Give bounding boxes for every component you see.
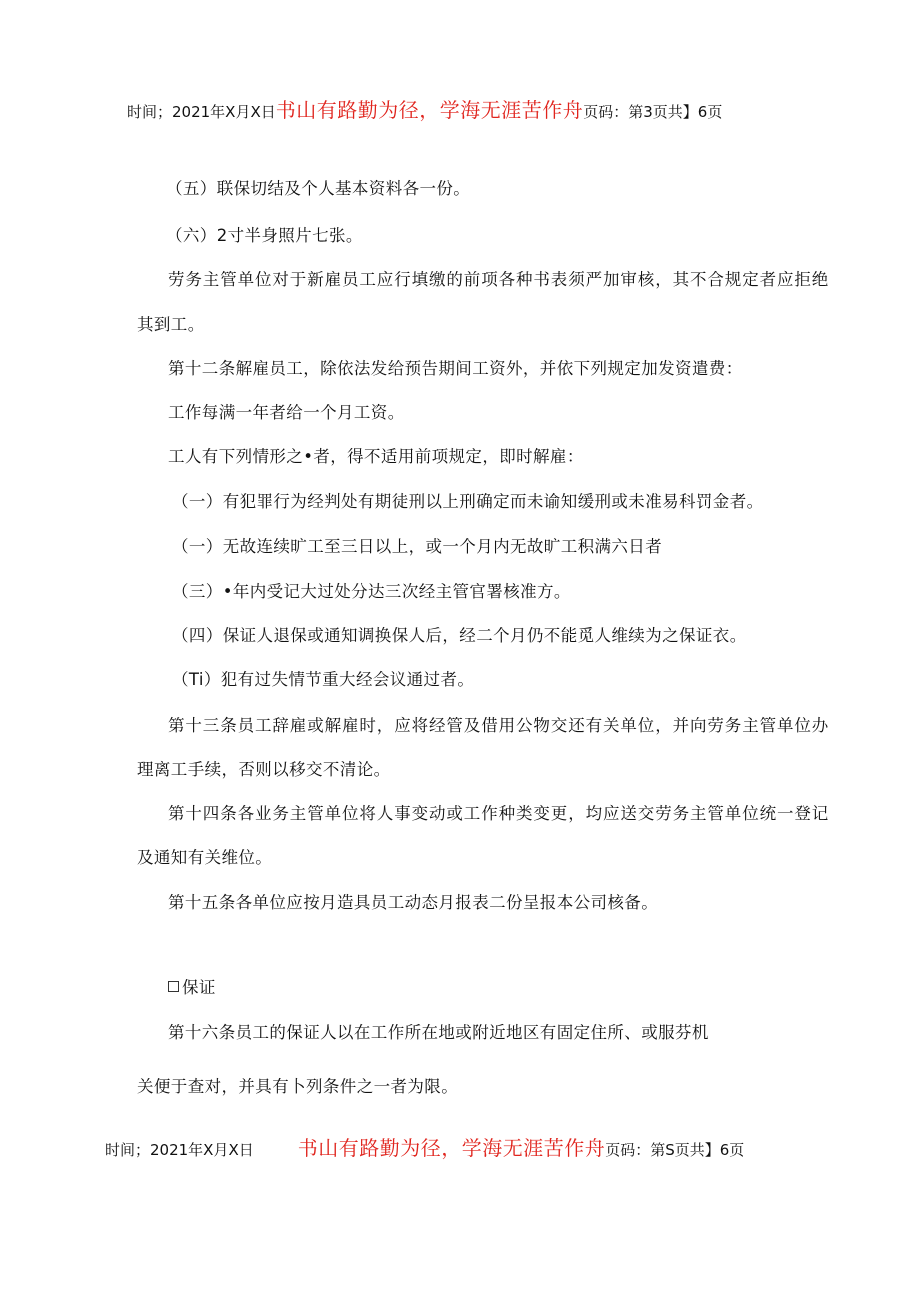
- bottom-header-page-number: 页码：第S页共】6页: [605, 1141, 745, 1159]
- body-line: （四）保证人退保或通知调换保人后，经二个月仍不能觅人维续为之保证衣。: [172, 626, 747, 645]
- body-line: （五）联保切结及个人基本资料各一份。: [166, 179, 471, 198]
- body-line: 第十六条员工的保证人以在工作所在地或附近地区有固定住所、或服芬机: [168, 1023, 709, 1042]
- square-bullet-icon: [168, 981, 179, 992]
- body-line: 及通知有关维位。: [137, 848, 273, 867]
- body-line: 工作每满一年者给一个月工资。: [168, 403, 405, 422]
- bottom-header: [105, 1137, 744, 1161]
- body-line: （Ti）犯有过失情节重大经会议通过者。: [172, 670, 475, 689]
- section-heading-label: 保证: [182, 978, 216, 997]
- bottom-header-date: 时间；2021年X月X日: [105, 1141, 254, 1159]
- body-line: （三）•年内受记大过处分达三次经主管官署核准方。: [172, 582, 571, 601]
- section-heading: [168, 976, 216, 1000]
- top-header-motto: 书山有路勤为径，学海无涯苦作舟: [275, 98, 584, 122]
- body-line: （一）有犯罪行为经判处有期徒刑以上刑确定而未谕知缓刑或未准易科罚金者。: [172, 492, 764, 511]
- body-line: （一）无故连续旷工至三日以上，或一个月内无故旷工积满六日者: [172, 537, 663, 556]
- body-line: 关便于查对，并具有卜列条件之一者为限。: [137, 1077, 459, 1096]
- top-header-date: 时间；2021年X月X日: [127, 103, 276, 121]
- body-line: 第十四条各业务主管单位将人事变动或工作种类变更，均应送交劳务主管单位统一登记: [168, 804, 830, 823]
- body-line: 第十五条各单位应按月造具员工动态月报表二份呈报本公司核备。: [168, 893, 659, 912]
- body-line: 劳务主管单位对于新雇员工应行填缴的前项各种书表须严加审核，其不合规定者应拒绝: [168, 270, 830, 289]
- body-line: 其到工。: [137, 315, 205, 334]
- body-line: 第十二条解雇员工，除依法发给预告期间工资外，并依下列规定加发资遣费：: [168, 359, 743, 378]
- body-line: 工人有下列情形之•者，得不适用前项规定，即时解雇：: [168, 447, 584, 466]
- body-line: （六）2寸半身照片七张。: [166, 226, 363, 245]
- body-line: 第十三条员工辞雇或解雇时，应将经管及借用公物交还有关单位，并向劳务主管单位办: [168, 716, 830, 735]
- bottom-header-motto: 书山有路勤为径，学海无涯苦作舟: [297, 1136, 606, 1160]
- top-header: [127, 99, 722, 123]
- body-line: 理离工手续，否则以移交不清论。: [137, 760, 391, 779]
- top-header-page-number: 页码：第3页共】6页: [583, 103, 723, 121]
